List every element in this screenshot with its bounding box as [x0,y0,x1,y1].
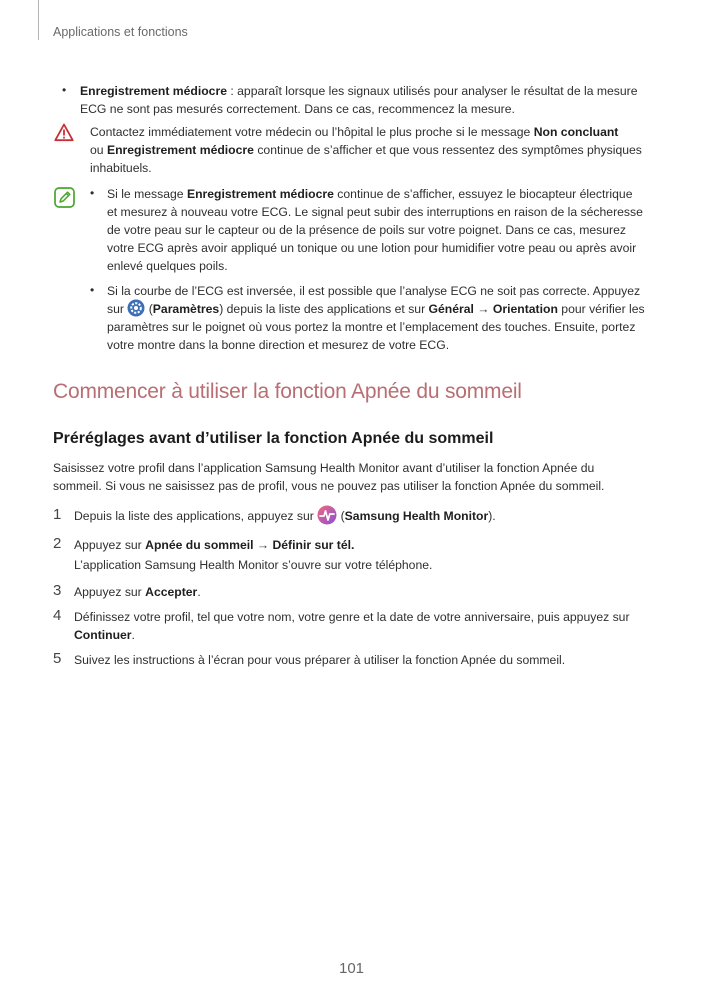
text: ). [488,509,496,523]
text: ) depuis la liste des applications et sur [219,302,429,316]
step-line [74,536,354,554]
warning-line [90,123,618,141]
text: Si le message [107,187,187,201]
running-header: Applications et fonctions [53,25,188,39]
note-line [107,300,645,318]
step-line [74,626,135,644]
step-number: 5 [53,650,62,667]
term: Accepter [145,585,198,599]
page-number: 101 [338,960,365,977]
bullet-line [80,82,638,100]
note-pencil-icon [54,187,75,208]
warning-line: inhabituels. [90,161,152,175]
term: Général [428,302,474,316]
note-line: votre ECG après avoir appliqué un tonique ou une lotion pour humidifier votre peau ou après avoir [107,241,637,255]
bullet-line: ECG ne sont pas mesurés correctement. Dans ce cas, recommencez la mesure. [80,102,515,116]
settings-gear-icon [127,299,145,317]
note-line: Si la courbe de l’ECG est inversée, il est possible que l’analyse ECG ne soit pas correcte. Appuyez [107,284,641,298]
term: Paramètres [152,302,220,316]
note-line: paramètres sur le poignet où vous portez la montre et l’emplacement des touches. Ensuite, portez [107,320,636,334]
intro-line: sommeil. Si vous ne saisissez pas de profil, vous ne pouvez pas utiliser la fonction Apnée du sommeil. [53,479,605,493]
section-title: Commencer à utiliser la fonction Apnée du sommeil [53,380,522,403]
bullet-dot: • [90,186,95,200]
step-number: 1 [53,506,62,523]
subsection-title: Préréglages avant d’utiliser la fonction Apnée du sommeil [53,430,494,447]
step-number: 2 [53,535,62,552]
intro-line: Saisissez votre profil dans l’application Samsung Health Monitor avant d’utiliser la fonction Apnée du [53,461,595,475]
text: Appuyez sur [74,538,146,552]
term: Continuer [74,628,132,642]
note-line: enlevé quelques poils. [107,259,228,273]
warning-triangle-icon [54,123,74,142]
step-line [74,583,201,601]
term: Enregistrement médiocre [186,187,334,201]
note-line: de votre peau sur le capteur ou de la présence de poils sur votre poignet. Dans ce cas, mesurez [107,223,626,237]
warning-line [90,141,642,159]
step-line: Définissez votre profil, tel que votre nom, votre genre et la date de votre anniversaire, puis appuyez sur [74,610,630,624]
text: → [473,302,493,316]
note-line [107,185,632,203]
text: : apparaît lorsque les signaux utilisés pour analyser le résultat de la mesure [226,84,638,98]
text: Contactez immédiatement votre médecin ou l’hôpital le plus proche si le message [90,125,534,139]
text: → [253,538,273,552]
term: Samsung Health Monitor [344,509,489,523]
term: Apnée du sommeil [145,538,254,552]
term: Enregistrement médiocre [106,143,254,157]
text: Appuyez sur [74,585,146,599]
text: Depuis la liste des applications, appuyez sur [74,509,318,523]
term: Orientation [492,302,558,316]
note-line: et mesurez à nouveau votre ECG. Le signal peut subir des interruptions en raison de la sécheresse [107,205,643,219]
text: sur [107,302,128,316]
text: ( [145,302,153,316]
step-line: L’application Samsung Health Monitor s’ouvre sur votre téléphone. [74,558,433,572]
text: . [131,628,135,642]
bullet-dot: • [62,83,67,97]
text: continue de s’afficher, essuyez le biocapteur électrique [333,187,633,201]
text: ( [337,509,345,523]
text: ou [90,143,107,157]
term: Non concluant [533,125,619,139]
note-line: votre montre dans la bonne direction et mesurez de votre ECG. [107,338,450,352]
term: Enregistrement médiocre [80,84,227,98]
term: Définir sur tél. [272,538,355,552]
text: . [197,585,201,599]
bullet-dot: • [90,283,95,297]
step-line [74,507,496,525]
step-line: Suivez les instructions à l’écran pour vous préparer à utiliser la fonction Apnée du sommeil. [74,653,566,667]
step-number: 4 [53,607,62,624]
step-number: 3 [53,582,62,599]
header-rule [38,0,39,40]
text: pour vérifier les [557,302,645,316]
text: continue de s’afficher et que vous ressentez des symptômes physiques [253,143,642,157]
samsung-health-monitor-icon [317,505,337,525]
